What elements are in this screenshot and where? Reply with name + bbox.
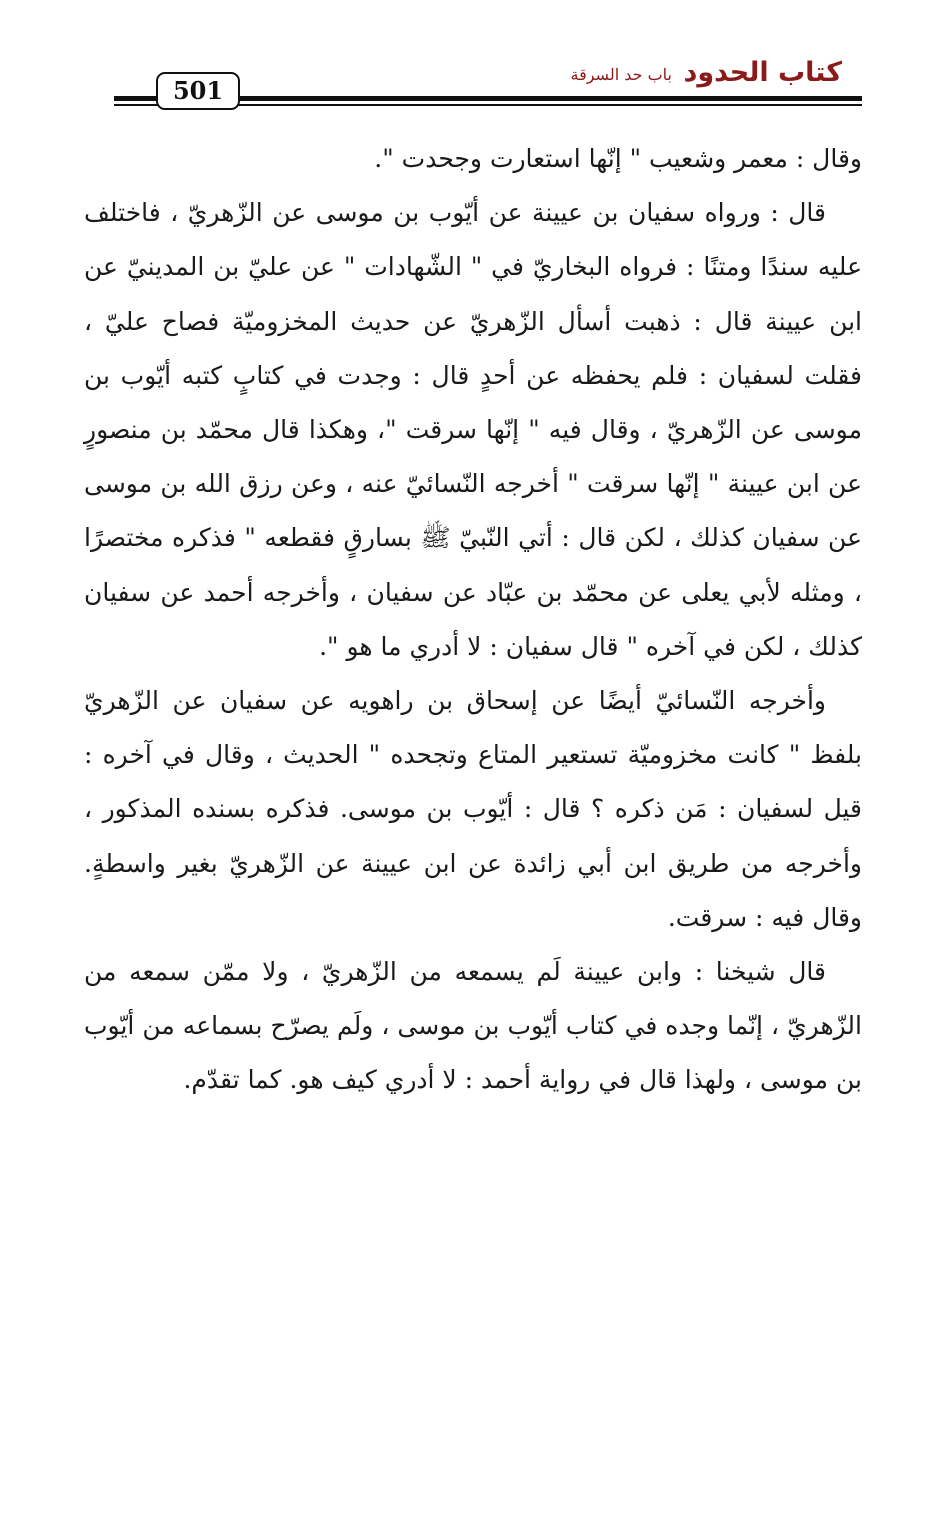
- paragraph-3: وأخرجه النّسائيّ أيضًا عن إسحاق بن راهويه عن سفيان عن الزّهريّ بلفظ " كانت مخزوميّة تستعير المتاع وتجحده " الحديث ، وقال في آخره : قيل لسفيان : مَن ذكره ؟ قال : أيّوب بن موسى. فذكره بسنده المذكور ، وأخرجه من طريق ابن أبي زائدة عن ابن عيينة عن الزّهريّ بغير واسطةٍ. وقال فيه : سرقت.: [84, 686, 862, 932]
- page-header: [114, 50, 862, 112]
- book-title: كتاب الحدود: [683, 57, 842, 88]
- chapter-title: باب حد السرقة: [570, 65, 672, 84]
- paragraph-1: وقال : معمر وشعيب " إنّها استعارت وجحدت ".: [374, 144, 862, 173]
- main-text: [84, 132, 862, 1108]
- paragraph-4: قال شيخنا : وابن عيينة لَم يسمعه من الزّهريّ ، ولا ممّن سمعه من الزّهريّ ، إنّما وجده في كتاب أيّوب بن موسى ، ولَم يصرّح بسماعه من أيّوب بن موسى ، ولهذا قال في رواية أحمد : لا أدري كيف هو. كما تقدّم.: [84, 957, 862, 1095]
- paragraph-2: قال : ورواه سفيان بن عيينة عن أيّوب بن موسى عن الزّهريّ ، فاختلف عليه سندًا ومتنًا : فرواه البخاريّ في " الشّهادات " عن عليّ بن المدينيّ عن ابن عيينة قال : ذهبت أسأل الزّهريّ عن حديث المخزوميّة فصاح عليّ ، فقلت لسفيان : فلم يحفظه عن أحدٍ قال : وجدت في كتابٍ كتبه أيّوب بن موسى عن الزّهريّ ، وقال فيه " إنّها سرقت "، وهكذا قال محمّد بن منصورٍ عن ابن عيينة " إنّها سرقت " أخرجه النّسائيّ عنه ، وعن رزق الله بن موسى عن سفيان كذلك ، لكن قال : أتي النّبيّ ﷺ بسارقٍ فقطعه " فذكره مختصرًا ، ومثله لأبي يعلى عن محمّد بن عبّاد عن سفيان ، وأخرجه أحمد عن سفيان كذلك ، لكن في آخره " قال سفيان : لا أدري ما هو ".: [84, 198, 862, 661]
- page-number: 501: [156, 72, 240, 110]
